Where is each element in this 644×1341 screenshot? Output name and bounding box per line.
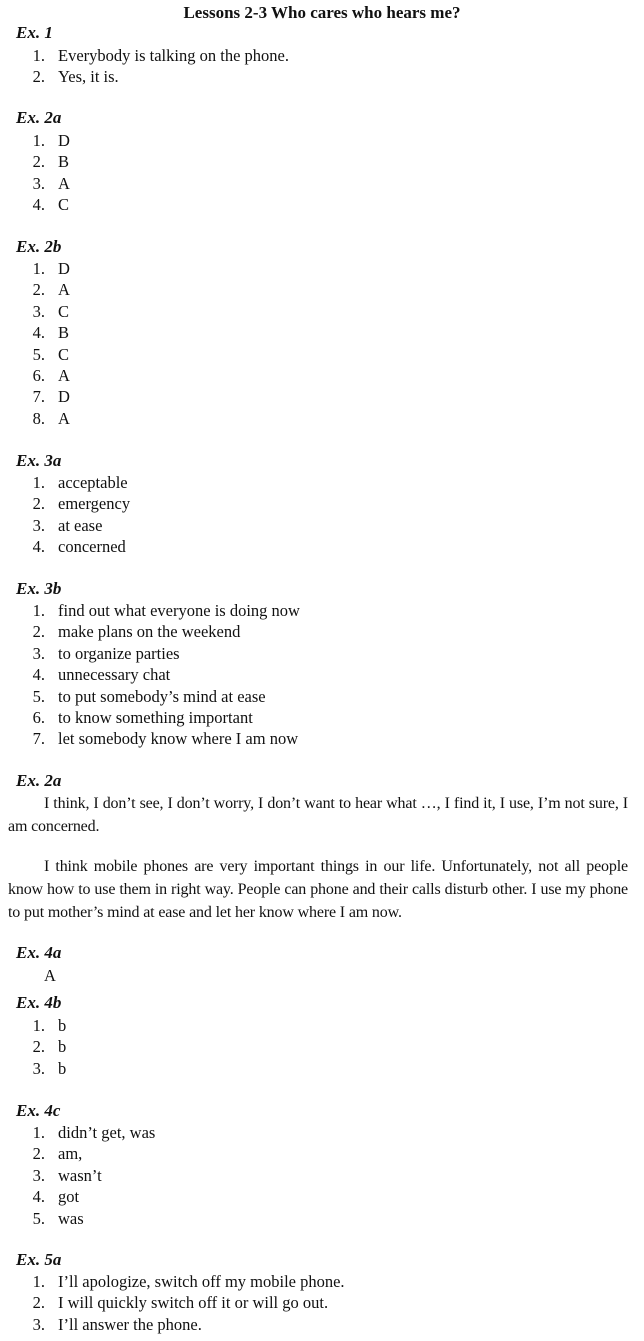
list-item: 4. unnecessary chat bbox=[32, 665, 171, 685]
exercise-heading-ex4c: Ex. 4c bbox=[16, 1101, 61, 1120]
answer-list-ex4b bbox=[24, 1015, 66, 1079]
list-item: 1. I’ll apologize, switch off my mobile phone. bbox=[32, 1272, 345, 1291]
list-item: 2. b bbox=[32, 1037, 67, 1057]
answer-list-ex1 bbox=[24, 45, 289, 88]
answer-list-ex3b bbox=[24, 600, 300, 750]
exercise-heading-ex3b: Ex. 3b bbox=[16, 579, 62, 598]
answer-list-ex3a bbox=[24, 472, 130, 558]
exercise-heading-ex2b: Ex. 2b bbox=[16, 237, 62, 256]
list-item: 1. acceptable bbox=[32, 473, 128, 492]
exercise-heading-ex5a: Ex. 5a bbox=[16, 1250, 62, 1269]
list-item: 2. emergency bbox=[32, 494, 131, 514]
list-item: 3. b bbox=[32, 1058, 67, 1078]
answer-list-ex4c bbox=[24, 1122, 155, 1229]
answer-list-ex2b bbox=[24, 258, 70, 429]
list-item: 1. find out what everyone is doing now bbox=[32, 601, 300, 620]
list-item: 1. Everybody is talking on the phone. bbox=[32, 46, 289, 65]
list-item: 4. concerned bbox=[32, 537, 126, 557]
list-item: 8. A bbox=[32, 408, 70, 428]
list-item: 5. was bbox=[32, 1208, 84, 1228]
exercise-heading-ex1: Ex. 1 bbox=[16, 23, 53, 42]
answer-paragraph-phrases: I think, I don’t see, I don’t worry, I don’t want to hear what …, I find it, I use, I’m not sure, I am concerned. bbox=[8, 795, 628, 835]
list-item: 1. b bbox=[32, 1016, 67, 1035]
exercise-heading-ex3a: Ex. 3a bbox=[16, 451, 62, 470]
list-item: 7. D bbox=[32, 387, 70, 407]
list-item: 6. to know something important bbox=[32, 707, 253, 727]
list-item: 2. make plans on the weekend bbox=[32, 622, 241, 642]
list-item: 3. at ease bbox=[32, 515, 103, 535]
answer-ex4a: A bbox=[44, 966, 56, 985]
answer-list-ex5a bbox=[24, 1271, 345, 1335]
list-item: 4. got bbox=[32, 1187, 80, 1207]
list-item: 3. I’ll answer the phone. bbox=[32, 1314, 202, 1334]
list-item: 2. B bbox=[32, 152, 70, 172]
list-item: 3. A bbox=[32, 173, 70, 193]
list-item: 4. C bbox=[32, 195, 70, 215]
list-item: 5. C bbox=[32, 344, 70, 364]
exercise-heading-ex4b: Ex. 4b bbox=[16, 993, 62, 1012]
exercise-heading-ex2a-second: Ex. 2a bbox=[16, 771, 62, 790]
list-item: 3. C bbox=[32, 301, 70, 321]
list-item: 6. A bbox=[32, 365, 70, 385]
list-item: 4. B bbox=[32, 323, 70, 343]
list-item: 2. A bbox=[32, 280, 70, 300]
exercise-heading-ex2a: Ex. 2a bbox=[16, 108, 62, 127]
list-item: 2. I will quickly switch off it or will go out. bbox=[32, 1293, 329, 1313]
list-item: 7. let somebody know where I am now bbox=[32, 729, 299, 749]
list-item: 1. D bbox=[32, 131, 70, 150]
list-item: 3. to organize parties bbox=[32, 643, 180, 663]
answer-list-ex2a bbox=[24, 130, 70, 216]
exercise-heading-ex4a: Ex. 4a bbox=[16, 943, 62, 962]
answer-paragraph-essay: I think mobile phones are very important things in our life. Unfortunately, not all people know how to use them in right way. People can phone and their calls disturb other. I use my phone to put mother’s mind at ease and let her know where I am now. bbox=[8, 858, 628, 921]
page-title: Lessons 2-3 Who cares who hears me? bbox=[183, 3, 461, 22]
list-item: 2. am, bbox=[32, 1144, 83, 1164]
list-item: 5. to put somebody’s mind at ease bbox=[32, 686, 266, 706]
list-item: 1. didn’t get, was bbox=[32, 1123, 156, 1142]
list-item: 1. D bbox=[32, 259, 70, 278]
list-item: 3. wasn’t bbox=[32, 1165, 102, 1185]
list-item: 2. Yes, it is. bbox=[32, 67, 119, 87]
